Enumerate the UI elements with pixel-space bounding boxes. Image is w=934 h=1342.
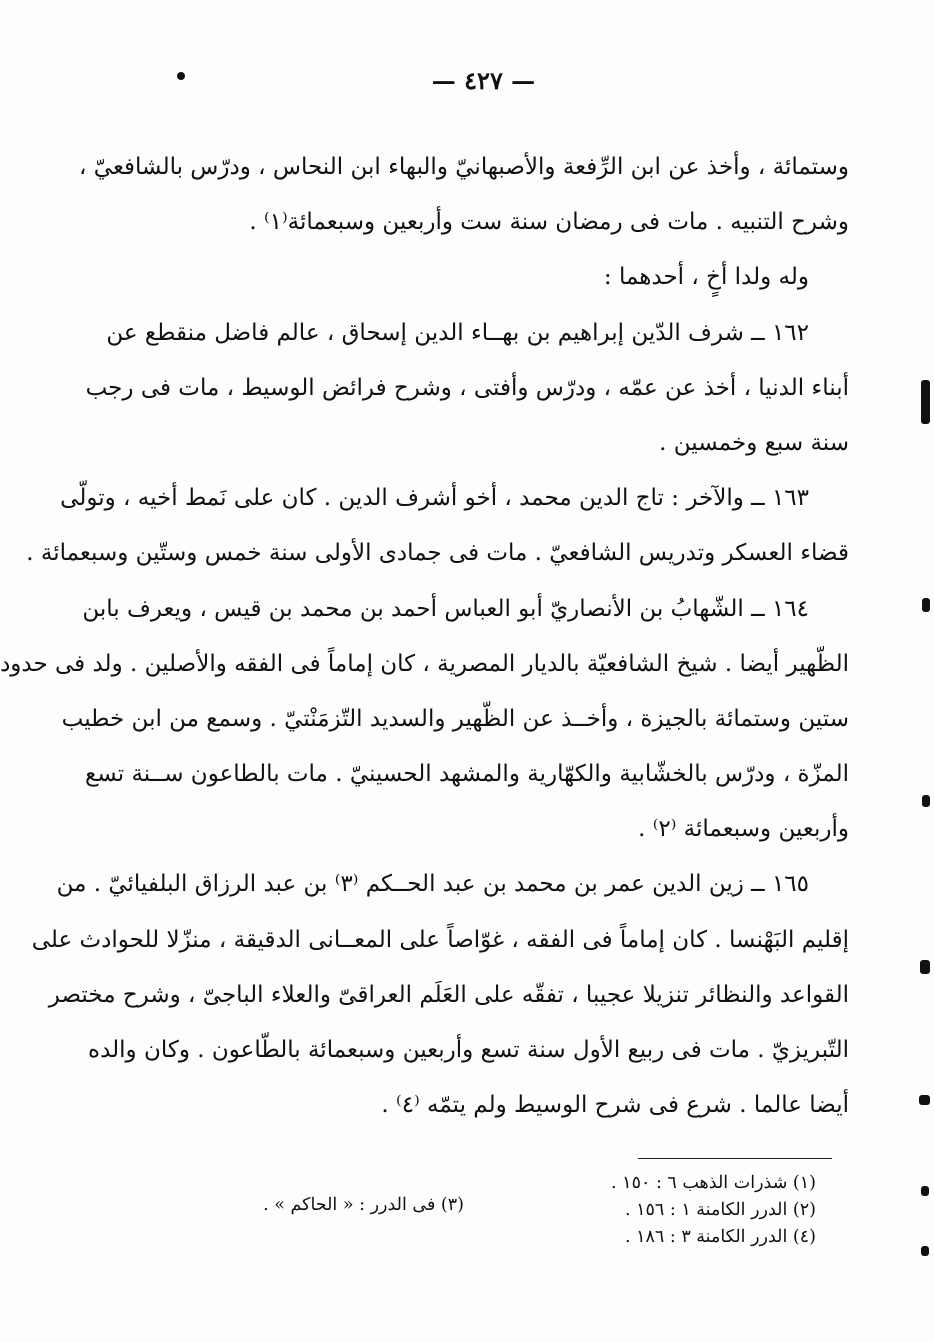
text-line: قضاء العسكر وتدريس الشافعيّ . مات فى جمادى الأولى سنة خمس وستّين وسبعمائة . (26, 540, 849, 567)
text-line: الظّهير أيضا . شيخ الشافعيّة بالديار المصرية ، كان إماماً فى الفقه والأصلين . ولد فى حدود (0, 650, 849, 677)
text-line: وأربعين وسبعمائة ⁽٢⁾ . (638, 816, 849, 843)
margin-mark (921, 1246, 929, 1256)
text-line: وشرح التنبيه . مات فى رمضان سنة ست وأربعين وسبعمائة⁽١⁾ . (249, 209, 849, 236)
margin-mark (920, 960, 930, 974)
text-line: أبناء الدنيا ، أخذ عن عمّه ، ودرّس وأفتى ، وشرح فرائض الوسيط ، مات فى رجب (85, 374, 849, 401)
text-line: التّبريزيّ . مات فى ربيع الأول سنة تسع وأربعين وسبعمائة بالطّاعون . وكان والده (88, 1037, 849, 1063)
footnotes-right-column (496, 1170, 816, 1251)
margin-mark (919, 1095, 930, 1105)
footnote-3: (٣) فى الدرر : « الحاكم » . (263, 1195, 464, 1215)
text-line: ١٦٣ ــ والآخر : تاج الدين محمد ، أخو أشرف الدين . كان على نَمط أخيه ، وتولّى (60, 485, 809, 512)
text-line: ١٦٥ ــ زين الدين عمر بن محمد بن عبد الحــكم ⁽٣⁾ بن عبد الرزاق البلفيائيّ . من (56, 871, 809, 898)
text-line: سنة سبع وخمسين . (659, 429, 849, 456)
text-line: وستمائة ، وأخذ عن ابن الرِّفعة والأصبهانيّ والبهاء ابن النحاس ، ودرّس بالشافعيّ ، (79, 154, 849, 180)
scan-dot-mark (177, 72, 185, 80)
text-line: إقليم البَهْنسا . كان إماماً فى الفقه ، غوّاصاً على المعــانى الدقيقة ، منزّلا للحوادث على (31, 926, 849, 953)
footnotes-left-column (244, 1192, 464, 1219)
text-line: ١٦٤ ــ الشّهابُ بن الأنصاريّ أبو العباس أحمد بن محمد بن قيس ، ويعرف بابن (82, 595, 809, 622)
margin-mark (922, 598, 930, 612)
page-number: — ٤٢٧ — (431, 66, 536, 95)
text-line: ١٦٢ ــ شرف الدّين إبراهيم بن بهــاء الدين إسحاق ، عالم فاضل منقطع عن (106, 319, 809, 346)
main-text (0, 140, 849, 1133)
margin-mark (921, 380, 930, 424)
margin-mark (921, 1186, 929, 1196)
footnote-2: (٢) الدرر الكامنة ١ : ١٥٦ . (624, 1200, 816, 1220)
footnote-1: (١) شذرات الذهب ٦ : ١٥٠ . (611, 1173, 816, 1193)
footnote-divider (638, 1158, 832, 1159)
text-line: أيضا عالما . شرع فى شرح الوسيط ولم يتمّه ⁽٤⁾ . (381, 1092, 849, 1119)
text-line: القواعد والنظائر تنزيلا عجيبا ، تفقّه على العَلَم العراقىّ والعلاء الباجىّ ، وشرح مختصر (48, 981, 849, 1008)
text-line: وله ولدا أخٍ ، أحدهما : (603, 264, 809, 291)
text-line: ستين وستمائة بالجيزة ، وأخــذ عن الظّهير والسديد التّزمَنْتيّ . وسمع من ابن خطيب (61, 705, 849, 732)
text-line: المزّة ، ودرّس بالخشّابية والكهّارية والمشهد الحسينيّ . مات بالطاعون ســنة تسع (85, 761, 849, 788)
footnote-4: (٤) الدرر الكامنة ٣ : ١٨٦ . (624, 1227, 816, 1247)
margin-mark (922, 795, 930, 807)
footnotes (33, 1170, 934, 1270)
